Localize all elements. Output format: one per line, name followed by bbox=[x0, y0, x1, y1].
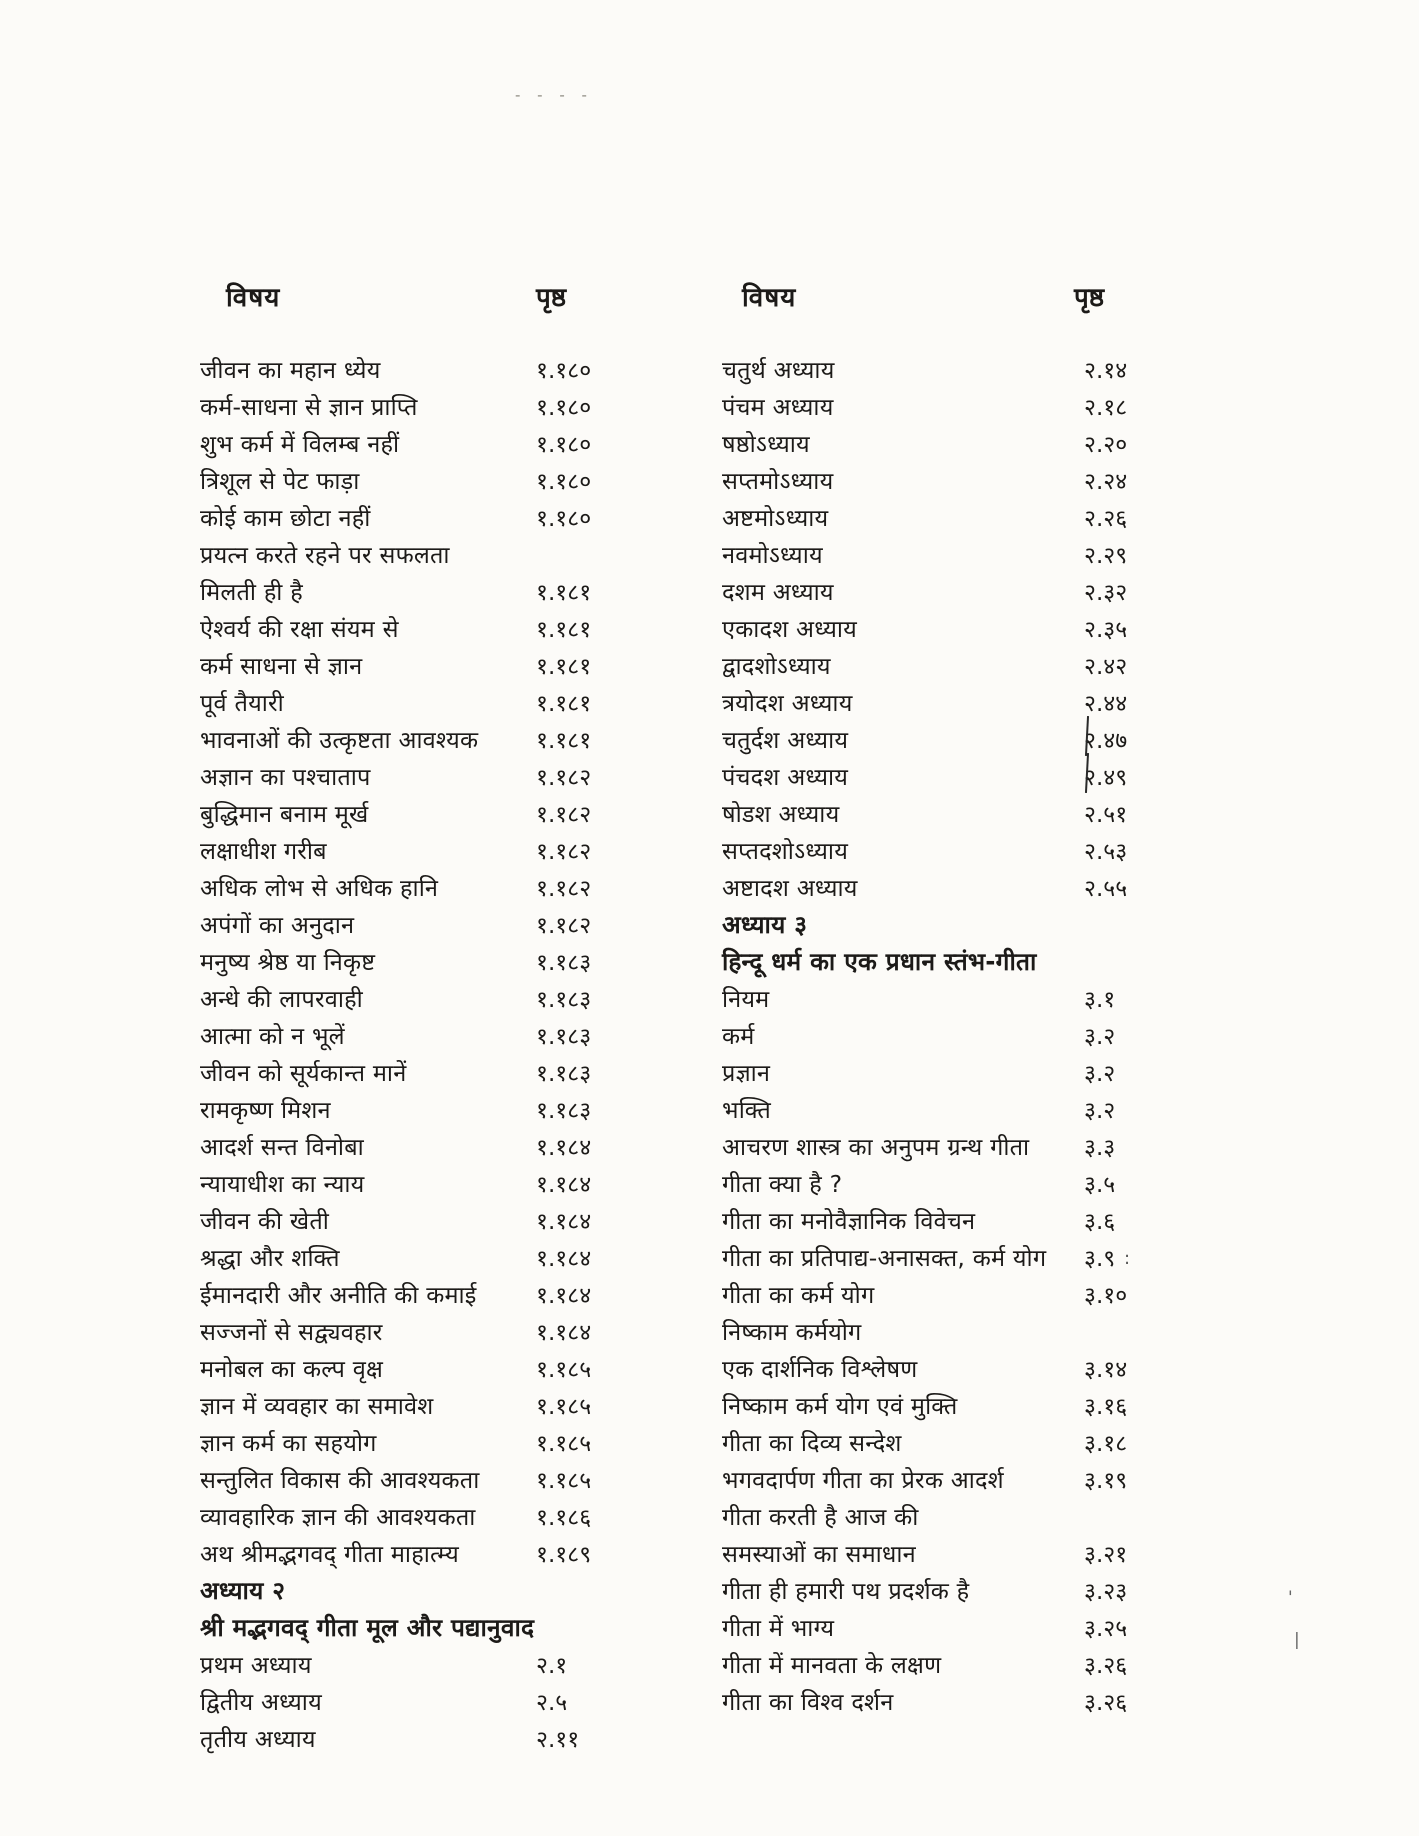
toc-entry-page-number: १.१८२ bbox=[536, 765, 592, 791]
toc-entry-page-number: १.१८९ bbox=[536, 1542, 592, 1568]
toc-entry-page-number: ३.२६ bbox=[1084, 1653, 1128, 1679]
toc-entry-page-number: १.१८२ bbox=[536, 802, 592, 828]
toc-entry-page-number: ३.५ bbox=[1084, 1172, 1116, 1198]
toc-entry-page-number: १.१८५ bbox=[536, 1468, 592, 1494]
toc-entry-page-number: १.१८१ bbox=[536, 691, 592, 717]
toc-entry-page-number: १.१८४ bbox=[536, 1246, 592, 1272]
toc-section-heading bbox=[200, 1611, 670, 1648]
toc-entry-title: निष्काम कर्म योग एवं मुक्ति bbox=[722, 1392, 958, 1420]
toc-entry-title: त्रिशूल से पेट फाड़ा bbox=[200, 467, 360, 495]
toc-entry-title: सज्जनों से सद्व्यवहार bbox=[200, 1318, 383, 1346]
toc-entry-page-number: २.२० bbox=[1084, 432, 1128, 458]
toc-entry-page-number: १.१८३ bbox=[536, 1024, 592, 1050]
toc-section-heading bbox=[722, 908, 1202, 945]
toc-entry bbox=[200, 1315, 670, 1352]
toc-entry bbox=[722, 1685, 1202, 1722]
toc-entry-page-number: ३.२ bbox=[1084, 1061, 1116, 1087]
toc-entry-page-number: ३.२६ bbox=[1084, 1690, 1128, 1716]
toc-entry-title: सन्तुलित विकास की आवश्यकता bbox=[200, 1466, 480, 1494]
toc-entry-page-number: १.१८४ bbox=[536, 1209, 592, 1235]
toc-entry bbox=[200, 797, 670, 834]
toc-entry-title: अध्याय २ bbox=[200, 1576, 286, 1605]
toc-entry-page-number: २.४२ bbox=[1084, 654, 1128, 680]
toc-entry-page-number: २.४४ bbox=[1084, 691, 1128, 717]
toc-entry bbox=[722, 575, 1202, 612]
toc-entry-page-number: २.३५ bbox=[1084, 617, 1128, 643]
toc-entry bbox=[200, 575, 670, 612]
toc-entry bbox=[200, 1426, 670, 1463]
toc-entry bbox=[722, 1574, 1202, 1611]
toc-entry bbox=[200, 686, 670, 723]
toc-entry-title: अध्याय ३ bbox=[722, 910, 808, 939]
toc-section-heading bbox=[722, 945, 1202, 982]
toc-entry-page-number: १.१८४ bbox=[536, 1135, 592, 1161]
page-column-header: पृष्ठ bbox=[1074, 283, 1105, 313]
scan-artifact-tick: | bbox=[1294, 1630, 1300, 1650]
toc-entry bbox=[200, 1463, 670, 1500]
toc-entry bbox=[722, 1093, 1202, 1130]
toc-entry-title: एक दार्शनिक विश्लेषण bbox=[722, 1355, 918, 1383]
toc-entry bbox=[200, 1019, 670, 1056]
toc-entry-title: षष्ठोऽध्याय bbox=[722, 430, 810, 458]
toc-entry-title: गीता का मनोवैज्ञानिक विवेचन bbox=[722, 1207, 976, 1235]
toc-entry-title: भक्ति bbox=[722, 1096, 771, 1124]
toc-entry-page-number: २.५५ bbox=[1084, 876, 1128, 902]
toc-entry-title: द्वितीय अध्याय bbox=[200, 1688, 322, 1716]
toc-entry-title: चतुर्दश अध्याय bbox=[722, 726, 849, 754]
toc-entry-page-number: ३.१६ bbox=[1084, 1394, 1128, 1420]
toc-entry bbox=[200, 982, 670, 1019]
toc-entry-title: सप्तमोऽध्याय bbox=[722, 467, 834, 495]
toc-entry-page-number: २.१ bbox=[536, 1653, 568, 1679]
toc-entry-page-number: ३.१४ bbox=[1084, 1357, 1128, 1383]
toc-entry bbox=[722, 353, 1202, 390]
toc-entry bbox=[200, 908, 670, 945]
toc-entry bbox=[200, 353, 670, 390]
toc-entry-page-number: १.१८१ bbox=[536, 580, 592, 606]
toc-entry-title: जीवन का महान ध्येय bbox=[200, 356, 381, 384]
toc-entry-page-number: ३.६ bbox=[1084, 1209, 1116, 1235]
toc-entry-page-number: १.१८५ bbox=[536, 1431, 592, 1457]
toc-entry-title: सप्तदशोऽध्याय bbox=[722, 837, 849, 865]
toc-entry bbox=[722, 1241, 1202, 1278]
toc-entry-title: पंचदश अध्याय bbox=[722, 763, 849, 791]
toc-entry-title: न्यायाधीश का न्याय bbox=[200, 1170, 365, 1198]
toc-entry bbox=[200, 834, 670, 871]
subject-column-header: विषय bbox=[742, 283, 797, 313]
toc-entry bbox=[722, 982, 1202, 1019]
toc-entry-page-number: १.१८३ bbox=[536, 1061, 592, 1087]
toc-entry-title: गीता ही हमारी पथ प्रदर्शक है bbox=[722, 1577, 970, 1605]
toc-entry-title: रामकृष्ण मिशन bbox=[200, 1096, 331, 1124]
toc-entry bbox=[200, 1167, 670, 1204]
toc-entry-page-number: २.२६ bbox=[1084, 506, 1128, 532]
toc-entry-page-number: १.१८२ bbox=[536, 913, 592, 939]
toc-entry bbox=[722, 1537, 1202, 1574]
toc-entry bbox=[200, 1389, 670, 1426]
toc-entry-title: कर्म-साधना से ज्ञान प्राप्ति bbox=[200, 393, 418, 421]
toc-entry-page-number: २.४७ bbox=[1084, 723, 1127, 755]
toc-entry-title: प्रज्ञान bbox=[722, 1059, 771, 1087]
toc-entry-page-number: १.१८१ bbox=[536, 654, 592, 680]
scan-artifact-dashes: - - - - bbox=[515, 86, 593, 104]
toc-entry-page-number: १.१८४ bbox=[536, 1172, 592, 1198]
toc-entry-title: गीता का प्रतिपाद्य-अनासक्त, कर्म योग bbox=[722, 1244, 1047, 1272]
toc-entry-title: मनुष्य श्रेष्ठ या निकृष्ट bbox=[200, 948, 376, 976]
toc-entry-title: अष्टादश अध्याय bbox=[722, 874, 858, 902]
toc-entry bbox=[200, 945, 670, 982]
toc-entry bbox=[200, 538, 670, 575]
toc-entry-title: ईमानदारी और अनीति की कमाई bbox=[200, 1281, 477, 1309]
toc-entry-page-number: २.५ bbox=[536, 1690, 568, 1716]
scan-artifact-colon: : bbox=[1124, 1248, 1131, 1269]
toc-entry-page-number: १.१८४ bbox=[536, 1320, 592, 1346]
toc-entry-title: कर्म bbox=[722, 1022, 755, 1050]
toc-entry bbox=[722, 1352, 1202, 1389]
toc-entry bbox=[200, 427, 670, 464]
toc-entry bbox=[200, 723, 670, 760]
toc-entry-page-number: १.१८३ bbox=[536, 987, 592, 1013]
toc-entry-title: लक्षाधीश गरीब bbox=[200, 837, 327, 865]
toc-entry bbox=[722, 871, 1202, 908]
toc-entry-title: अपंगों का अनुदान bbox=[200, 911, 355, 939]
scan-artifact-tick: ' bbox=[1288, 1588, 1293, 1608]
toc-column-right bbox=[722, 278, 1202, 1722]
toc-entry bbox=[200, 760, 670, 797]
toc-entry-page-number: १.१८२ bbox=[536, 876, 592, 902]
toc-entry bbox=[722, 390, 1202, 427]
toc-entry bbox=[722, 1056, 1202, 1093]
toc-entry-title: आत्मा को न भूलें bbox=[200, 1022, 345, 1050]
toc-entry bbox=[200, 1278, 670, 1315]
toc-entry-page-number: ३.२३ bbox=[1084, 1579, 1128, 1605]
toc-entry-page-number: १.१८४ bbox=[536, 1283, 592, 1309]
toc-entry-title: बुद्धिमान बनाम मूर्ख bbox=[200, 800, 369, 828]
toc-entry bbox=[200, 871, 670, 908]
toc-entry-title: आदर्श सन्त विनोबा bbox=[200, 1133, 364, 1161]
toc-entry bbox=[722, 760, 1202, 797]
toc-entry-title: जीवन को सूर्यकान्त मानें bbox=[200, 1059, 407, 1087]
toc-entry-title: हिन्दू धर्म का एक प्रधान स्तंभ-गीता bbox=[722, 947, 1037, 976]
toc-entry-title: भावनाओं की उत्कृष्टता आवश्यक bbox=[200, 726, 479, 754]
toc-entry bbox=[722, 723, 1202, 760]
toc-entry-title: आचरण शास्त्र का अनुपम ग्रन्थ गीता bbox=[722, 1133, 1030, 1161]
toc-entry bbox=[200, 464, 670, 501]
toc-entry-title: गीता करती है आज की bbox=[722, 1503, 919, 1531]
toc-entry-title: द्वादशोऽध्याय bbox=[722, 652, 831, 680]
toc-entry-title: जीवन की खेती bbox=[200, 1207, 330, 1235]
toc-entry bbox=[722, 538, 1202, 575]
toc-entry-title: नवमोऽध्याय bbox=[722, 541, 823, 569]
toc-entry-title: ऐश्वर्य की रक्षा संयम से bbox=[200, 615, 399, 643]
toc-entry-title: तृतीय अध्याय bbox=[200, 1725, 316, 1753]
toc-entry-title: श्री मद्भगवद् गीता मूल और पद्यानुवाद bbox=[200, 1613, 535, 1642]
toc-entry bbox=[200, 1500, 670, 1537]
toc-entry bbox=[722, 1130, 1202, 1167]
toc-entry-page-number: ३.२ bbox=[1084, 1024, 1116, 1050]
toc-entry-page-number: १.१८० bbox=[536, 432, 592, 458]
toc-entry bbox=[722, 1648, 1202, 1685]
toc-entry-title: चतुर्थ अध्याय bbox=[722, 356, 835, 384]
toc-entry bbox=[722, 1167, 1202, 1204]
toc-entry-title: प्रयत्न करते रहने पर सफलता bbox=[200, 541, 450, 569]
toc-entry-title: नियम bbox=[722, 985, 770, 1013]
toc-entry bbox=[200, 1093, 670, 1130]
toc-entry-title: गीता में मानवता के लक्षण bbox=[722, 1651, 942, 1679]
toc-entry-title: एकादश अध्याय bbox=[722, 615, 857, 643]
toc-entry bbox=[200, 612, 670, 649]
toc-entry-page-number: ३.१८ bbox=[1084, 1431, 1128, 1457]
toc-entry-title: अन्धे की लापरवाही bbox=[200, 985, 363, 1013]
toc-entry bbox=[200, 1056, 670, 1093]
toc-entry-title: पूर्व तैयारी bbox=[200, 689, 284, 717]
toc-entry-title: गीता में भाग्य bbox=[722, 1614, 835, 1642]
toc-entry-title: गीता का विश्व दर्शन bbox=[722, 1688, 894, 1716]
toc-entry bbox=[722, 501, 1202, 538]
toc-section-heading bbox=[200, 1574, 670, 1611]
toc-entry-page-number: २.२९ bbox=[1084, 543, 1128, 569]
toc-entry-title: गीता का दिव्य सन्देश bbox=[722, 1429, 902, 1457]
toc-entry-title: ज्ञान में व्यवहार का समावेश bbox=[200, 1392, 434, 1420]
toc-entry-title: अथ श्रीमद्भगवद् गीता माहात्म्य bbox=[200, 1540, 459, 1568]
toc-entry bbox=[200, 1130, 670, 1167]
toc-entry-page-number: २.५३ bbox=[1084, 839, 1128, 865]
page-column-header: पृष्ठ bbox=[536, 283, 567, 313]
toc-entry-page-number: १.१८३ bbox=[536, 1098, 592, 1124]
toc-entry bbox=[200, 649, 670, 686]
toc-entry bbox=[722, 1500, 1202, 1537]
toc-entry bbox=[722, 686, 1202, 723]
toc-entry-title: त्रयोदश अध्याय bbox=[722, 689, 853, 717]
toc-entry bbox=[722, 797, 1202, 834]
toc-entry-title: शुभ कर्म में विलम्ब नहीं bbox=[200, 430, 400, 458]
toc-entry-title: श्रद्धा और शक्ति bbox=[200, 1244, 340, 1272]
toc-entry-page-number: ३.२१ bbox=[1084, 1542, 1128, 1568]
toc-entry-page-number: १.१८५ bbox=[536, 1394, 592, 1420]
toc-entry-title: भगवदार्पण गीता का प्रेरक आदर्श bbox=[722, 1466, 1004, 1494]
toc-entry bbox=[200, 1722, 670, 1759]
toc-entry-page-number: ३.१ bbox=[1084, 987, 1116, 1013]
toc-entry bbox=[722, 464, 1202, 501]
toc-entry-page-number: १.१८१ bbox=[536, 617, 592, 643]
toc-entry-page-number: १.१८० bbox=[536, 506, 592, 532]
toc-entry bbox=[722, 1426, 1202, 1463]
toc-entries-right bbox=[722, 353, 1202, 1722]
toc-entry bbox=[722, 1463, 1202, 1500]
toc-entry bbox=[722, 649, 1202, 686]
toc-entries-left bbox=[200, 353, 670, 1759]
toc-entry-page-number: ३.१९ bbox=[1084, 1468, 1128, 1494]
toc-entry-title: गीता का कर्म योग bbox=[722, 1281, 875, 1309]
toc-entry bbox=[722, 1278, 1202, 1315]
toc-entry-title: निष्काम कर्मयोग bbox=[722, 1318, 862, 1346]
toc-entry-title: मनोबल का कल्प वृक्ष bbox=[200, 1355, 384, 1383]
toc-column-left bbox=[200, 278, 670, 1759]
toc-entry-page-number: ३.२५ bbox=[1084, 1616, 1128, 1642]
toc-entry-page-number: २.५१ bbox=[1084, 802, 1128, 828]
toc-entry bbox=[722, 834, 1202, 871]
toc-entry-title: अधिक लोभ से अधिक हानि bbox=[200, 874, 439, 902]
toc-entry-title: पंचम अध्याय bbox=[722, 393, 834, 421]
toc-entry-page-number: १.१८२ bbox=[536, 839, 592, 865]
toc-entry-page-number: ३.१० bbox=[1084, 1283, 1128, 1309]
toc-entry-page-number: १.१८० bbox=[536, 358, 592, 384]
toc-entry-page-number: २.४९ bbox=[1084, 760, 1127, 792]
toc-entry-page-number: २.१८ bbox=[1084, 395, 1128, 421]
toc-entry bbox=[200, 1537, 670, 1574]
toc-entry-page-number: ३.२ bbox=[1084, 1098, 1116, 1124]
toc-entry-title: गीता क्या है ? bbox=[722, 1170, 843, 1198]
toc-entry-page-number: १.१८५ bbox=[536, 1357, 592, 1383]
toc-entry bbox=[200, 1204, 670, 1241]
subject-column-header: विषय bbox=[226, 283, 281, 313]
toc-column-header bbox=[722, 278, 1202, 316]
toc-entry bbox=[200, 501, 670, 538]
toc-entry-title: कोई काम छोटा नहीं bbox=[200, 504, 371, 532]
toc-entry-page-number: १.१८० bbox=[536, 395, 592, 421]
toc-entry-page-number: १.१८३ bbox=[536, 950, 592, 976]
toc-entry-page-number: ३.३ bbox=[1084, 1135, 1116, 1161]
toc-entry-page-number: १.१८० bbox=[536, 469, 592, 495]
toc-entry-page-number: १.१८६ bbox=[536, 1505, 592, 1531]
toc-entry bbox=[722, 1204, 1202, 1241]
toc-entry-title: व्यावहारिक ज्ञान की आवश्यकता bbox=[200, 1503, 476, 1531]
toc-entry bbox=[200, 1685, 670, 1722]
toc-entry bbox=[722, 612, 1202, 649]
toc-entry-title: ज्ञान कर्म का सहयोग bbox=[200, 1429, 377, 1457]
toc-entry-page-number: १.१८१ bbox=[536, 728, 592, 754]
toc-entry-title: अष्टमोऽध्याय bbox=[722, 504, 829, 532]
toc-entry-page-number: ३.९ bbox=[1084, 1246, 1116, 1272]
toc-entry-page-number: २.२४ bbox=[1084, 469, 1128, 495]
toc-entry bbox=[722, 1019, 1202, 1056]
toc-entry-title: मिलती ही है bbox=[200, 578, 303, 606]
toc-entry bbox=[722, 1315, 1202, 1352]
toc-entry-title: अज्ञान का पश्चाताप bbox=[200, 763, 371, 791]
toc-entry-title: कर्म साधना से ज्ञान bbox=[200, 652, 363, 680]
toc-entry-title: षोडश अध्याय bbox=[722, 800, 840, 828]
toc-entry bbox=[722, 1389, 1202, 1426]
toc-entry-page-number: २.१४ bbox=[1084, 358, 1128, 384]
toc-entry bbox=[722, 1611, 1202, 1648]
toc-entry-title: प्रथम अध्याय bbox=[200, 1651, 312, 1679]
toc-entry bbox=[200, 1352, 670, 1389]
toc-entry-page-number: २.११ bbox=[536, 1727, 580, 1753]
toc-entry-title: दशम अध्याय bbox=[722, 578, 834, 606]
toc-entry bbox=[722, 427, 1202, 464]
toc-entry bbox=[200, 1648, 670, 1685]
toc-entry bbox=[200, 390, 670, 427]
toc-entry bbox=[200, 1241, 670, 1278]
toc-column-header bbox=[200, 278, 670, 316]
toc-entry-page-number: २.३२ bbox=[1084, 580, 1128, 606]
toc-entry-title: समस्याओं का समाधान bbox=[722, 1540, 916, 1568]
